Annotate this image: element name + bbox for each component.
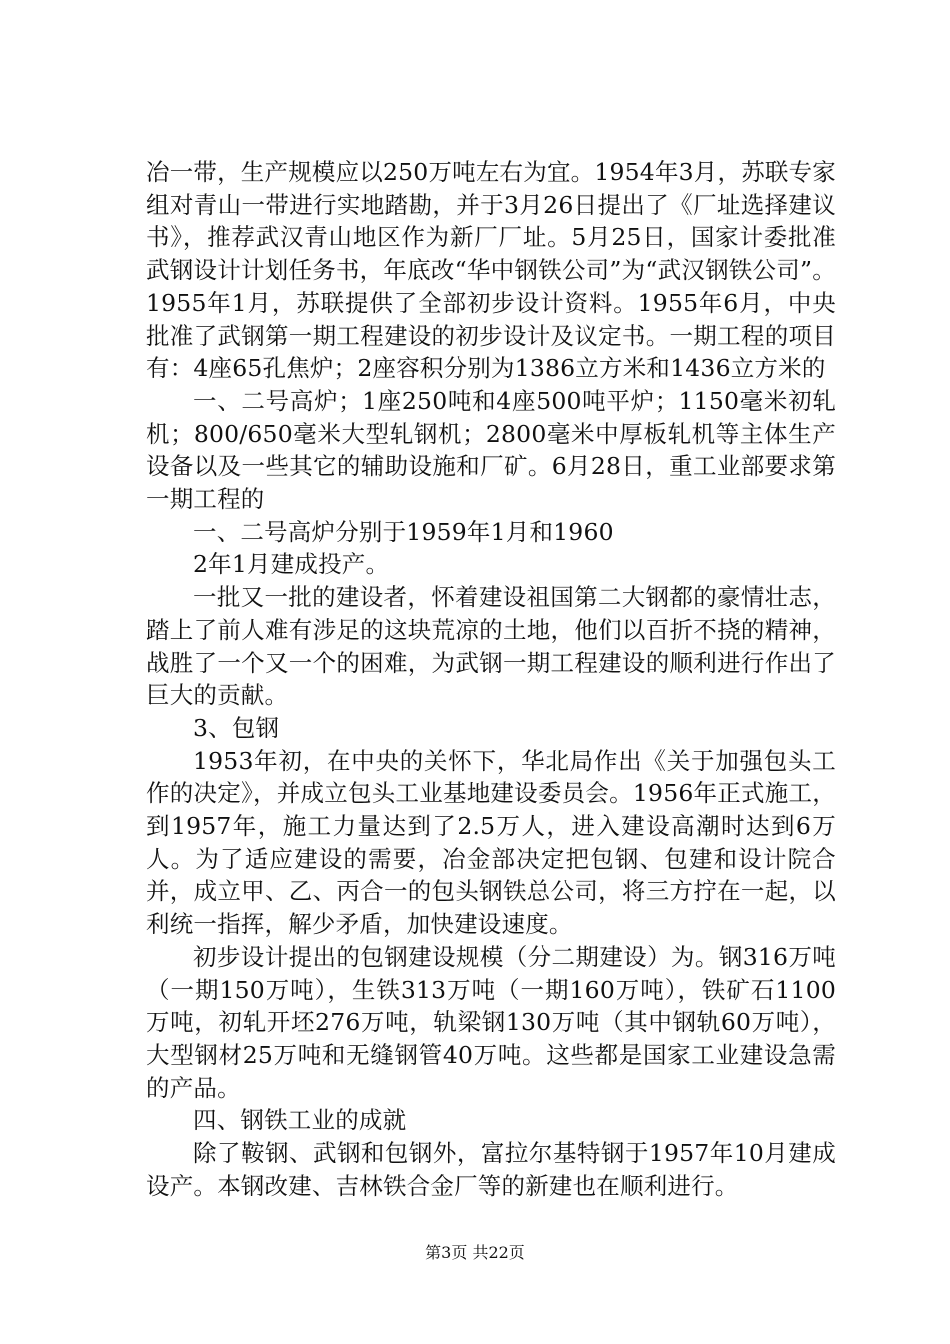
paragraph-blast-furnace-schedule: 一、二号高炉分别于1959年1月和1960 xyxy=(193,517,614,546)
paragraph-builders: 一批又一批的建设者，怀着建设祖国第二大钢都的豪情壮志，踏上了前人难有涉足的这块荒凉的土地，他们以百折不挠的精神，战胜了一个又一个的困难，为武钢一期工程建设的顺利进行作出了巨大的贡献。 xyxy=(146,583,836,710)
page-number-footer: 第3页 共22页 xyxy=(425,1243,525,1262)
paragraph-wisco-planning: 冶一带，生产规模应以250万吨左右为宜。1954年3月，苏联专家组对青山一带进行实地踏勘，并于3月26日提出了《厂址选择建议书》，推荐武汉青山地区作为新厂厂址。5月25日，国家计委批准武钢设计计划任务书，年底改“华中钢铁公司”为“武汉钢铁公司”。1955年1月，苏联提供了全部初步设计资料。1955年6月，中央批准了武钢第一期工程建设的初步设计及议定书。一期工程的项目有：4座65孔焦炉；2座容积分别为1386立方米和1436立方米的 xyxy=(146,158,837,383)
paragraph-wisco-equipment: 一、二号高炉；1座250吨和4座500吨平炉；1150毫米初轧机；800/650毫米大型轧钢机；2800毫米中厚板轧机等主体生产设备以及一些其它的辅助设施和厂矿。6月28日，重工业部要求第一期工程的 xyxy=(146,386,836,514)
paragraph-other-plants: 除了鞍钢、武钢和包钢外，富拉尔基特钢于1957年10月建成设产。本钢改建、吉林铁合金厂等的新建也在顺利进行。 xyxy=(146,1139,836,1200)
section-heading-baotou-steel: 3、包钢 xyxy=(193,713,280,742)
paragraph-baotou-scale: 初步设计提出的包钢建设规模（分二期建设）为。钢316万吨（一期150万吨），生铁313万吨（一期160万吨），铁矿石1100万吨，初轧开坯276万吨，轨梁钢130万吨（其中钢轨60万吨），大型钢材25万吨和无缝钢管40万吨。这些都是国家工业建设急需的产品。 xyxy=(146,942,836,1102)
paragraph-commissioning: 2年1月建成投产。 xyxy=(193,550,390,579)
paragraph-baotou-history: 1953年初，在中央的关怀下，华北局作出《关于加强包头工作的决定》，并成立包头工业基地建设委员会。1956年正式施工，到1957年，施工力量达到了2.5万人，进入建设高潮时达到6万人。为了适应建设的需要，冶金部决定把包钢、包建和设计院合并，成立甲、乙、丙合一的包头钢铁总公司，将三方拧在一起，以利统一指挥，解少矛盾，加快建设速度。 xyxy=(146,746,836,939)
document-body xyxy=(146,156,836,1203)
section-heading-achievements: 四、钢铁工业的成就 xyxy=(193,1106,407,1135)
